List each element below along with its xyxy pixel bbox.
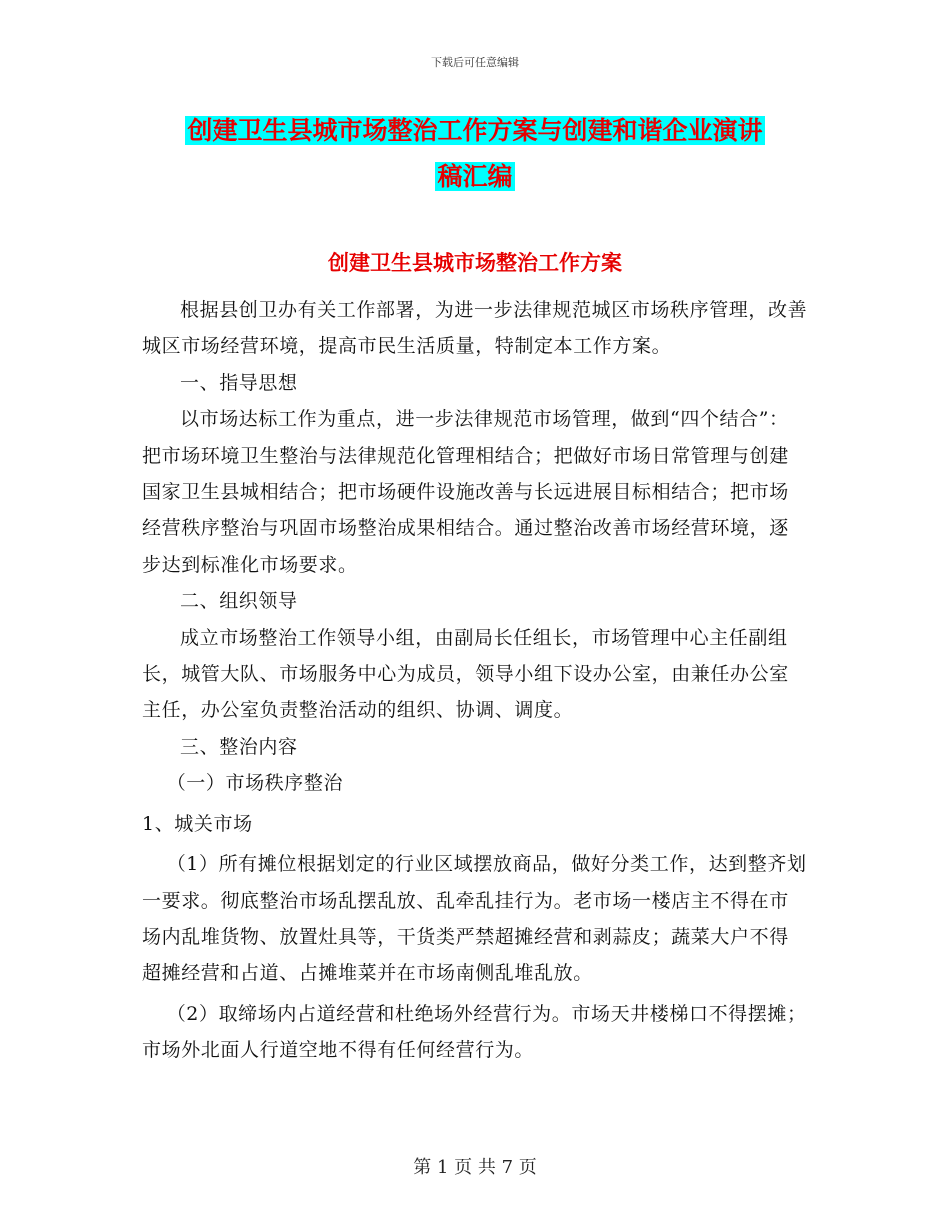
document-title — [142, 108, 808, 200]
paragraph-item-1: （1）所有摊位根据划定的行业区域摆放商品，做好分类工作，达到整齐划一要求。彻底整治市场乱摆乱放、乱牵乱挂行为。老市场一楼店主不得在市场内乱堆货物、放置灶具等，干货类严禁超摊经营和剥蒜皮；蔬菜大户不得超摊经营和占道、占摊堆菜并在市场南侧乱堆乱放。 — [142, 853, 807, 985]
title-line-1: 创建卫生县城市场整治工作方案与创建和谐企业演讲 — [187, 116, 763, 145]
title-line-2: 稿汇编 — [437, 162, 513, 191]
page-number-footer: 第 1 页 共 7 页 — [413, 1157, 537, 1178]
heading-guiding-ideology: 一、指导思想 — [180, 371, 298, 394]
paragraph-guiding-ideology: 以市场达标工作为重点，进一步法律规范市场管理，做到“四个结合”：把市场环境卫生整治与法律规范化管理相结合；把做好市场日常管理与创建国家卫生县城相结合；把市场硬件设施改善与长远进展目标相结合；把市场经营秩序整治与巩固市场整治成果相结合。通过整治改善市场经营环境，逐步达到标准化市场要求。 — [142, 408, 789, 576]
heading-contents: 三、整治内容 — [180, 735, 298, 758]
paragraph-intro: 根据县创卫办有关工作部署，为进一步法律规范城区市场秩序管理，改善城区市场经营环境，提高市民生活质量，特制定本工作方案。 — [142, 299, 808, 358]
subheading-chengguan-market: 1、城关市场 — [142, 812, 253, 835]
subheading-market-order: （一）市场秩序整治 — [166, 772, 344, 795]
heading-organization: 二、组织领导 — [180, 590, 298, 613]
document-body — [142, 292, 808, 1069]
paragraph-organization: 成立市场整治工作领导小组，由副局长任组长，市场管理中心主任副组长，城管大队、市场服务中心为成员，领导小组下设办公室，由兼任办公室主任，办公室负责整治活动的组织、协调、调度。 — [142, 626, 789, 722]
section-title: 创建卫生县城市场整治工作方案 — [328, 251, 622, 275]
header-note: 下载后可任意编辑 — [431, 56, 519, 69]
paragraph-item-2: （2）取缔场内占道经营和杜绝场外经营行为。市场天井楼梯口不得摆摊；市场外北面人行道空地不得有任何经营行为。 — [142, 1002, 807, 1062]
